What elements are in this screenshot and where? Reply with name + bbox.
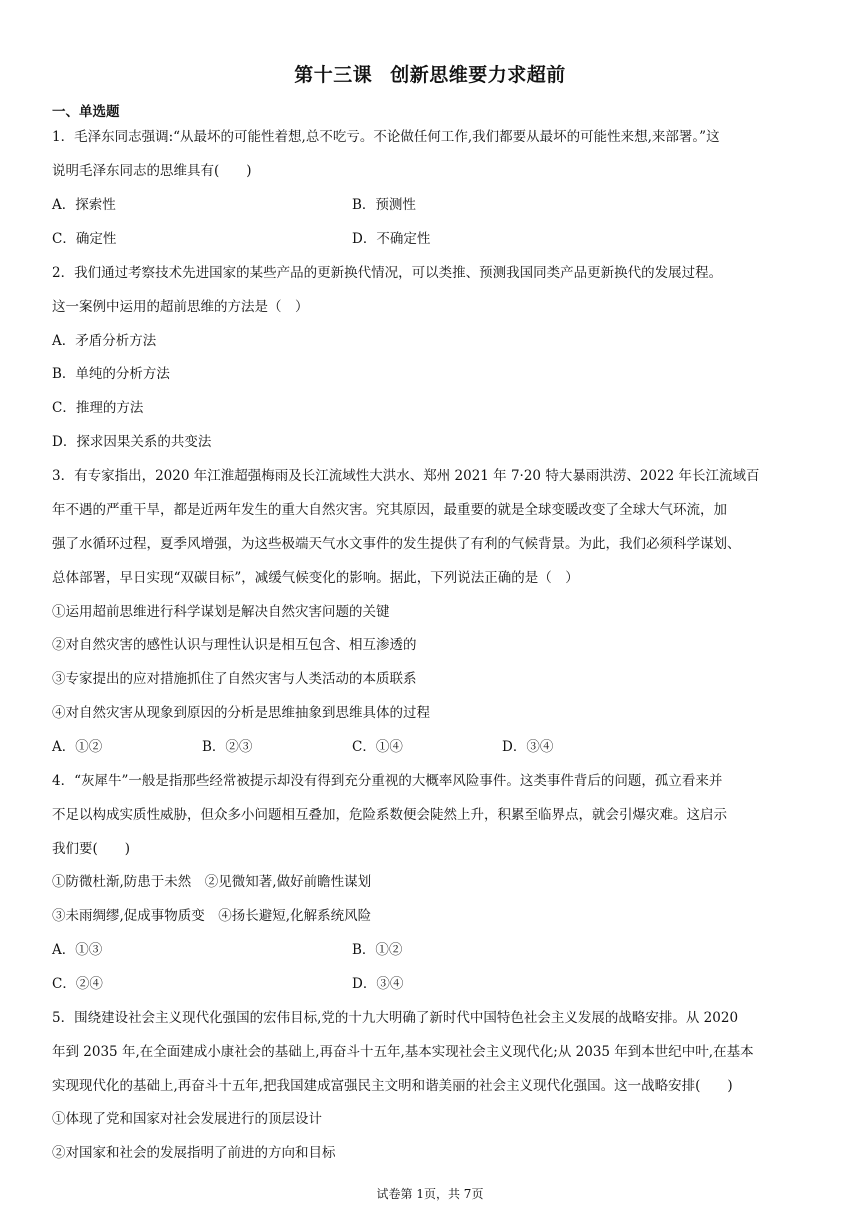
q3-item-1: ①运用超前思维进行科学谋划是解决自然灾害问题的关键 [52, 604, 390, 620]
page-footer: 试卷第 1页，共 7页 [376, 1187, 484, 1201]
q4-line-1: 4．“灰犀牛”一般是指那些经常被提示却没有得到充分重视的大概率风险事件。这类事件背后的问题，孤立看来并 [52, 773, 723, 789]
section-heading: 一、单选题 [52, 104, 120, 120]
q5-line-2: 年到 2035 年,在全面建成小康社会的基础上,再奋斗十五年,基本实现社会主义现代化;从 2035 年到本世纪中叶,在基本 [52, 1044, 754, 1060]
q5-item-2: ②对国家和社会的发展指明了前进的方向和目标 [52, 1145, 336, 1161]
q3-option-c: C．①④ [352, 739, 403, 755]
q1-option-d: D．不确定性 [352, 231, 431, 247]
q1-line-2: 说明毛泽东同志的思维具有( ) [52, 163, 252, 179]
q3-line-4: 总体部署，早日实现“双碳目标”，减缓气候变化的影响。据此，下列说法正确的是（ ） [52, 570, 579, 586]
q2-line-1: 2．我们通过考察技术先进国家的某些产品的更新换代情况，可以类推、预测我国同类产品更新换代的发展过程。 [52, 265, 723, 281]
q2-line-2: 这一案例中运用的超前思维的方法是（ ） [52, 299, 309, 315]
q3-line-3: 强了水循环过程，夏季风增强，为这些极端天气水文事件的发生提供了有利的气候背景。为此，我们必须科学谋划、 [52, 536, 741, 552]
page-title [0, 60, 860, 87]
q4-line-3: 我们要( ) [52, 841, 131, 857]
q3-line-1: 3．有专家指出，2020 年江淮超强梅雨及长江流域性大洪水、郑州 2021 年 7·20 特大暴雨洪涝、2022 年长江流域百 [52, 468, 760, 484]
q5-item-1: ①体现了党和国家对社会发展进行的顶层设计 [52, 1111, 322, 1127]
q4-item-1: ①防微杜渐,防患于未然 ②见微知著,做好前瞻性谋划 [52, 874, 372, 890]
q2-option-d: D．探求因果关系的共变法 [52, 434, 212, 450]
q2-option-c: C．推理的方法 [52, 400, 144, 416]
title-lesson: 第十三课 [294, 64, 373, 86]
q3-item-2: ②对自然灾害的感性认识与理性认识是相互包含、相互渗透的 [52, 637, 417, 653]
q1-option-b: B．预测性 [352, 197, 416, 213]
q1-option-a: A．探索性 [52, 197, 116, 213]
q3-item-3: ③专家提出的应对措施抓住了自然灾害与人类活动的本质联系 [52, 671, 417, 687]
q5-line-3: 实现现代化的基础上,再奋斗十五年,把我国建成富强民主文明和谐美丽的社会主义现代化强国。这一战略安排( ) [52, 1078, 733, 1094]
q3-line-2: 年不遇的严重干旱，都是近两年发生的重大自然灾害。究其原因，最重要的就是全球变暖改变了全球大气环流，加 [52, 502, 727, 518]
title-topic: 创新思维要力求超前 [390, 64, 566, 86]
q4-option-c: C．②④ [52, 976, 103, 992]
q1-option-c: C．确定性 [52, 231, 117, 247]
q1-line-1: 1．毛泽东同志强调:“从最坏的可能性着想,总不吃亏。不论做任何工作,我们都要从最坏的可能性来想,来部署。”这 [52, 129, 720, 145]
q3-item-4: ④对自然灾害从现象到原因的分析是思维抽象到思维具体的过程 [52, 705, 430, 721]
q4-item-2: ③未雨绸缪,促成事物质变 ④扬长避短,化解系统风险 [52, 908, 372, 924]
q5-line-1: 5．围绕建设社会主义现代化强国的宏伟目标,党的十九大明确了新时代中国特色社会主义发展的战略安排。从 2020 [52, 1010, 739, 1026]
q4-line-2: 不足以构成实质性威胁，但众多小问题相互叠加，危险系数便会陡然上升，积累至临界点，就会引爆灾难。这启示 [52, 807, 727, 823]
q4-option-d: D．③④ [352, 976, 404, 992]
q4-option-a: A．①③ [52, 942, 103, 958]
q3-option-d: D．③④ [502, 739, 554, 755]
q3-option-b: B．②③ [202, 739, 253, 755]
q2-option-b: B．单纯的分析方法 [52, 366, 170, 382]
q3-option-a: A．①② [52, 739, 103, 755]
q4-option-b: B．①② [352, 942, 403, 958]
q2-option-a: A．矛盾分析方法 [52, 333, 157, 349]
